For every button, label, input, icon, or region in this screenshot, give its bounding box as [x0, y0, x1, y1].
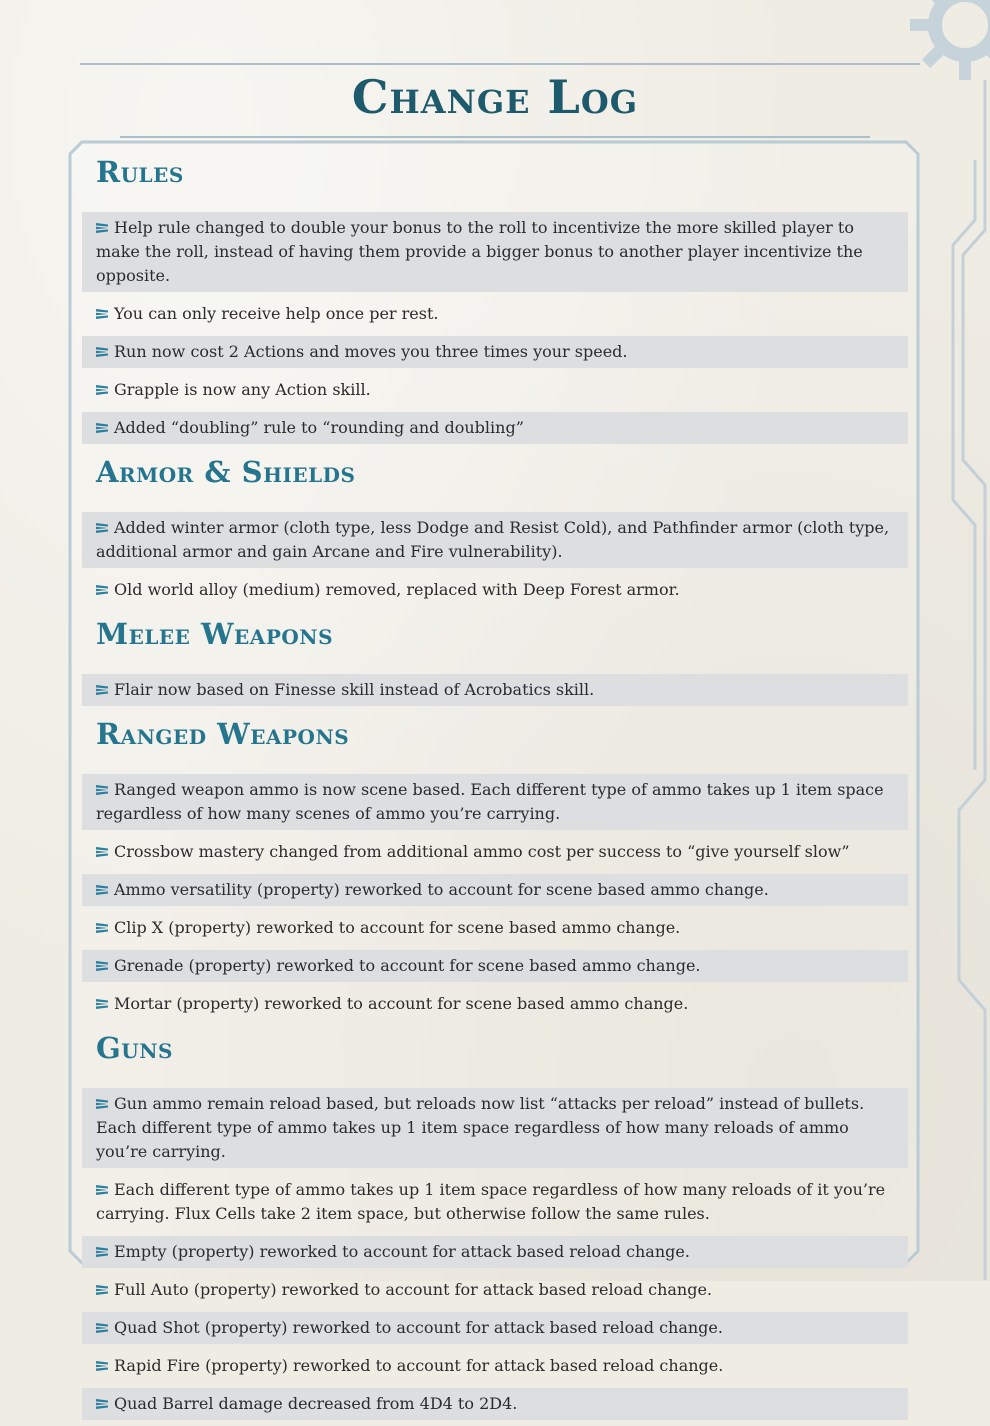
change-log-item-text: Old world alloy (medium) removed, replaced with Deep Forest armor. — [114, 580, 680, 599]
change-log-item — [82, 774, 908, 830]
double-chevron-bullet-icon — [96, 1247, 108, 1257]
change-log-item — [82, 336, 908, 368]
change-log-item-text: Added winter armor (cloth type, less Dodge and Resist Cold), and Pathfinder armor (cloth type, additional armor and gain Arcane and Fire vulnerability). — [96, 518, 890, 561]
change-log-item-text: Empty (property) reworked to account for attack based reload change. — [114, 1242, 690, 1261]
change-log-item — [82, 988, 908, 1020]
change-log-item — [82, 912, 908, 944]
double-chevron-bullet-icon — [96, 1099, 108, 1109]
double-chevron-bullet-icon — [96, 347, 108, 357]
section-spacer — [82, 756, 908, 774]
double-chevron-bullet-icon — [96, 423, 108, 433]
change-log-item — [82, 1274, 908, 1306]
change-log-item — [82, 374, 908, 406]
double-chevron-bullet-icon — [96, 1323, 108, 1333]
change-log-item — [82, 1350, 908, 1382]
section-title: Rules — [96, 155, 184, 189]
section-title: Melee Weapons — [96, 617, 334, 651]
double-chevron-bullet-icon — [96, 585, 108, 595]
change-log-item — [82, 874, 908, 906]
double-chevron-bullet-icon — [96, 685, 108, 695]
change-log-item-text: Flair now based on Finesse skill instead of Acrobatics skill. — [114, 680, 595, 699]
section-spacer — [82, 1070, 908, 1088]
change-log-item — [82, 1236, 908, 1268]
section-spacer — [82, 656, 908, 674]
change-log-item — [82, 412, 908, 444]
double-chevron-bullet-icon — [96, 1285, 108, 1295]
section-title: Ranged Weapons — [96, 717, 350, 751]
change-log-item — [82, 950, 908, 982]
change-log-item-text: Mortar (property) reworked to account for scene based ammo change. — [114, 994, 689, 1013]
gear-icon — [910, 0, 990, 80]
double-chevron-bullet-icon — [96, 1361, 108, 1371]
change-log-item-text: Quad Shot (property) reworked to account for attack based reload change. — [114, 1318, 723, 1337]
change-log-item-text: Grenade (property) reworked to account for scene based ammo change. — [114, 956, 701, 975]
change-log-item — [82, 1388, 908, 1420]
double-chevron-bullet-icon — [96, 785, 108, 795]
change-log-item-text: Run now cost 2 Actions and moves you three times your speed. — [114, 342, 628, 361]
change-log-item — [82, 512, 908, 568]
change-log-item-text: Quad Barrel damage decreased from 4D4 to 2D4. — [114, 1394, 518, 1413]
change-log-item — [82, 836, 908, 868]
double-chevron-bullet-icon — [96, 309, 108, 319]
change-log-item — [82, 674, 908, 706]
section-title: Guns — [96, 1031, 173, 1065]
page-title: Change Log — [351, 70, 639, 124]
title-top-rule — [80, 63, 920, 65]
change-log-item-text: Ammo versatility (property) reworked to account for scene based ammo change. — [114, 880, 769, 899]
change-log-item — [82, 1088, 908, 1168]
change-log-item — [82, 298, 908, 330]
double-chevron-bullet-icon — [96, 885, 108, 895]
change-log-item — [82, 1312, 908, 1344]
change-log-content — [82, 150, 908, 1426]
double-chevron-bullet-icon — [96, 385, 108, 395]
double-chevron-bullet-icon — [96, 923, 108, 933]
change-log-item-text: Ranged weapon ammo is now scene based. Each different type of ammo takes up 1 item space regardless of how many scenes of ammo you’re carrying. — [96, 780, 884, 823]
double-chevron-bullet-icon — [96, 1185, 108, 1195]
change-log-item-text: Crossbow mastery changed from additional ammo cost per success to “give yourself slow” — [114, 842, 850, 861]
change-log-item-text: Grapple is now any Action skill. — [114, 380, 371, 399]
title-bottom-rule — [120, 136, 870, 138]
change-log-item-text: You can only receive help once per rest. — [114, 304, 439, 323]
change-log-item — [82, 1174, 908, 1230]
change-log-item-text: Rapid Fire (property) reworked to account for attack based reload change. — [114, 1356, 724, 1375]
double-chevron-bullet-icon — [96, 223, 108, 233]
double-chevron-bullet-icon — [96, 523, 108, 533]
side-circuit-decoration — [945, 80, 990, 1280]
section-spacer — [82, 494, 908, 512]
section-title: Armor & Shields — [96, 455, 356, 489]
change-log-item — [82, 212, 908, 292]
double-chevron-bullet-icon — [96, 999, 108, 1009]
change-log-item-text: Gun ammo remain reload based, but reloads now list “attacks per reload” instead of bullets. Each different type of ammo takes up 1 item space regardless of how many reloads of ammo you’re carrying. — [96, 1094, 865, 1161]
change-log-item — [82, 574, 908, 606]
double-chevron-bullet-icon — [96, 1399, 108, 1409]
change-log-item-text: Clip X (property) reworked to account for scene based ammo change. — [114, 918, 681, 937]
double-chevron-bullet-icon — [96, 961, 108, 971]
change-log-item-text: Full Auto (property) reworked to account for attack based reload change. — [114, 1280, 713, 1299]
section-spacer — [82, 194, 908, 212]
change-log-item-text: Help rule changed to double your bonus to the roll to incentivize the more skilled player to make the roll, instead of having them provide a bigger bonus to another player incentivize the opposite. — [96, 218, 863, 285]
change-log-item-text: Added “doubling” rule to “rounding and doubling” — [114, 418, 524, 437]
change-log-item-text: Each different type of ammo takes up 1 item space regardless of how many reloads of it you’re carrying. Flux Cells take 2 item space, but otherwise follow the same rules. — [96, 1180, 886, 1223]
double-chevron-bullet-icon — [96, 847, 108, 857]
